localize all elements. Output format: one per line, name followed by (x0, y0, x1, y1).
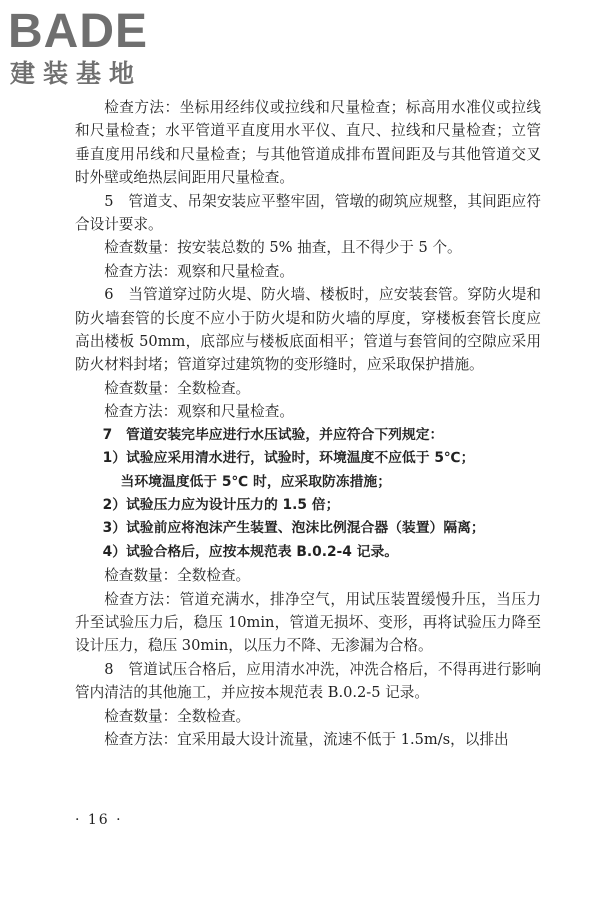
paragraph-inspection-quantity: 检查数量：按安装总数的 5% 抽查，且不得少于 5 个。 (104, 239, 462, 257)
logo-subtitle: 建装基地 (10, 59, 143, 88)
clause-7-item-1-continued: 当环境温度低于 5℃ 时，应采取防冻措施； (120, 473, 391, 490)
paragraph-inspection-quantity: 检查数量：全数检查。 (104, 379, 251, 397)
paragraph-inspection-method: 检查方法：观察和尺量检查。 (104, 262, 294, 280)
paragraph-inspection-quantity: 检查数量：全数检查。 (104, 707, 251, 725)
clause-7-item-2: 2）试验压力应为设计压力的 1.5 倍； (102, 496, 340, 513)
clause-7: 7 管道安装完毕应进行水压试验，并应符合下列规定： (102, 426, 444, 443)
paragraph-inspection-method-flush: 检查方法：宜采用最大设计流量，流速不低于 1.5m/s，以排出 (104, 730, 509, 748)
paragraph-inspection-method-pressure: 检查方法：管道充满水，排净空气，用试压装置缓慢升压，当压力升至试验压力后，稳压 10min，管道无损坏、变形，再将试验压力降至设计压力，稳压 30min，以压力不降、无渗漏为合格。 (75, 590, 541, 655)
logo-brand: BADE (8, 5, 149, 58)
page-number: · 16 · (75, 812, 123, 828)
clause-7-item-4: 4）试验合格后，应按本规范表 B.0.2-4 记录。 (102, 543, 399, 560)
paragraph-inspection-method: 检查方法：观察和尺量检查。 (104, 403, 294, 421)
document-body (75, 96, 541, 751)
paragraph-inspection-quantity: 检查数量：全数检查。 (104, 567, 251, 585)
paragraph-inspection-method-coords: 检查方法：坐标用经纬仪或拉线和尺量检查；标高用水准仪或拉线和尺量检查；水平管道平直度用水平仪、直尺、拉线和尺量检查；立管垂直度用吊线和尺量检查；与其他管道成排布置间距及与其他管道交叉时外壁或绝热层间距用尺量检查。 (75, 99, 541, 187)
clause-5: 5 管道支、吊架安装应平整牢固，管墩的砌筑应规整，其间距应符合设计要求。 (75, 192, 541, 234)
clause-7-item-3: 3）试验前应将泡沫产生装置、泡沫比例混合器（装置）隔离； (102, 520, 485, 537)
clause-6: 6 当管道穿过防火堤、防火墙、楼板时，应安装套管。穿防火堤和防火墙套管的长度不应小于防火堤和防火墙的厚度，穿楼板套管长度应高出楼板 50mm，底部应与楼板底面相平；管道与套管间的空隙应采用防火材料封堵；管道穿过建筑物的变形缝时，应采取保护措施。 (75, 286, 541, 374)
clause-7-item-1: 1）试验应采用清水进行，试验时，环境温度不应低于 5℃； (102, 450, 475, 467)
clause-8: 8 管道试压合格后，应用清水冲洗，冲洗合格后，不得再进行影响管内清洁的其他施工，并应按本规范表 B.0.2-5 记录。 (75, 660, 541, 702)
bade-logo (8, 6, 178, 88)
